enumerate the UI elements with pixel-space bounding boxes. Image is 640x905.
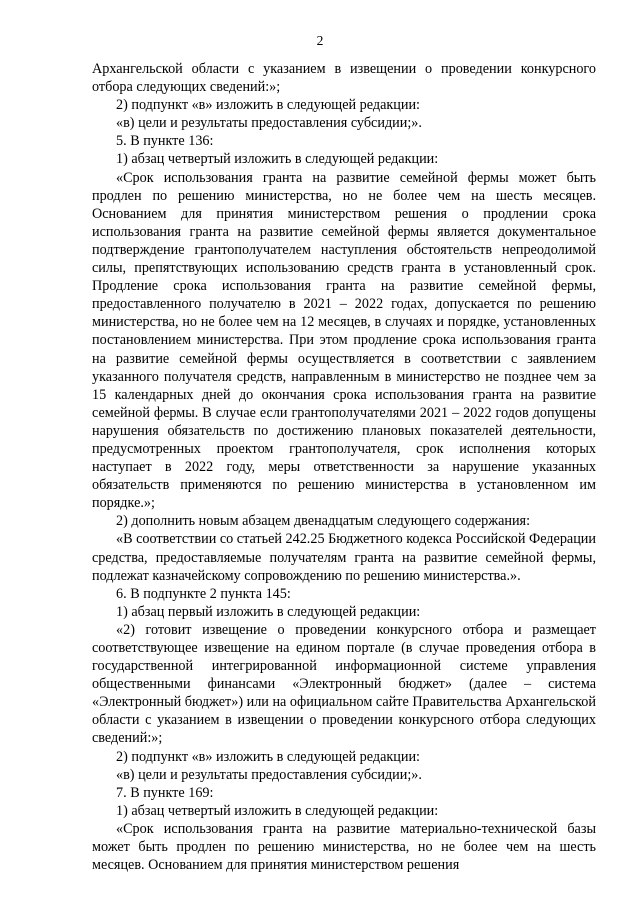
paragraph: 7. В пункте 169: [116,784,214,801]
paragraph: «2) готовит извещение о проведении конкурсного отбора и размещает соответствующее извещение на едином портале (в случае проведения отбора в государственной интегрированной информационной системе управления общественными финансами «Электронный бюджет» (далее – система «Электронный бюджет») или на официальном сайте Правительства Архангельской области с указанием в извещении о проведении конкурсного отбора следующих сведений:»; [92,621,596,747]
paragraph: 2) дополнить новым абзацем двенадцатым следующего содержания: [116,513,531,530]
paragraph: 1) абзац первый изложить в следующей редакции: [116,603,421,620]
paragraph: 2) подпункт «в» изложить в следующей редакции: [116,748,420,765]
document-body [92,60,596,874]
page-number: 2 [316,33,324,48]
paragraph: 6. В подпункте 2 пункта 145: [116,585,291,602]
paragraph: «в) цели и результаты предоставления субсидии;». [116,115,422,132]
paragraph: 1) абзац четвертый изложить в следующей редакции: [116,151,439,168]
paragraph: «Срок использования гранта на развитие материально-технической базы может быть продлен по решению министерства, но не более чем на шесть месяцев. Основанием для принятия министерством решения [92,820,596,874]
paragraph: 2) подпункт «в» изложить в следующей редакции: [116,97,420,114]
paragraph: «в) цели и результаты предоставления субсидии;». [116,766,422,783]
paragraph: 5. В пункте 136: [116,133,214,150]
paragraph: «В соответствии со статьей 242.25 Бюджетного кодекса Российской Федерации средства, предоставляемые получателям гранта на развитие семейной фермы, подлежат казначейскому сопровождению по решению министерства.». [92,531,596,584]
paragraph: Архангельской области с указанием в извещении о проведении конкурсного отбора следующих сведений:»; [92,61,596,96]
paragraph: 1) абзац четвертый изложить в следующей редакции: [116,802,439,819]
paragraph: «Срок использования гранта на развитие семейной фермы может быть продлен по решению министерства, но не более чем на шесть месяцев. Основанием для принятия министерством решения о продлении срока использования гранта на развитие семейной фермы является документальное подтверждение грантополучателем наступления обстоятельств непреодолимой силы, препятствующих использованию средств гранта в установленный срок. Продление срока использования гранта на развитие семейной фермы, предоставленного получателю в 2021 – 2022 годах, допускается по решению министерства, но не более чем на 12 месяцев, в случаях и порядке, установленных постановлением министерства. При этом продление срока использования гранта на развитие семейной фермы осуществляется в соответствии с заявлением указанного получателя средств, направленным в министерство не позднее чем за 15 календарных дней до окончания срока использования гранта на развитие семейной фермы. В случае если грантополучателями 2021 – 2022 годов допущены нарушения обязательств по достижению плановых показателей деятельности, предусмотренных проектом грантополучателя, срок исполнения которых наступает в 2022 году, меры ответственности за нарушение указанных обязательств применяются по решению министерства в установленном им порядке.»; [92,169,596,512]
